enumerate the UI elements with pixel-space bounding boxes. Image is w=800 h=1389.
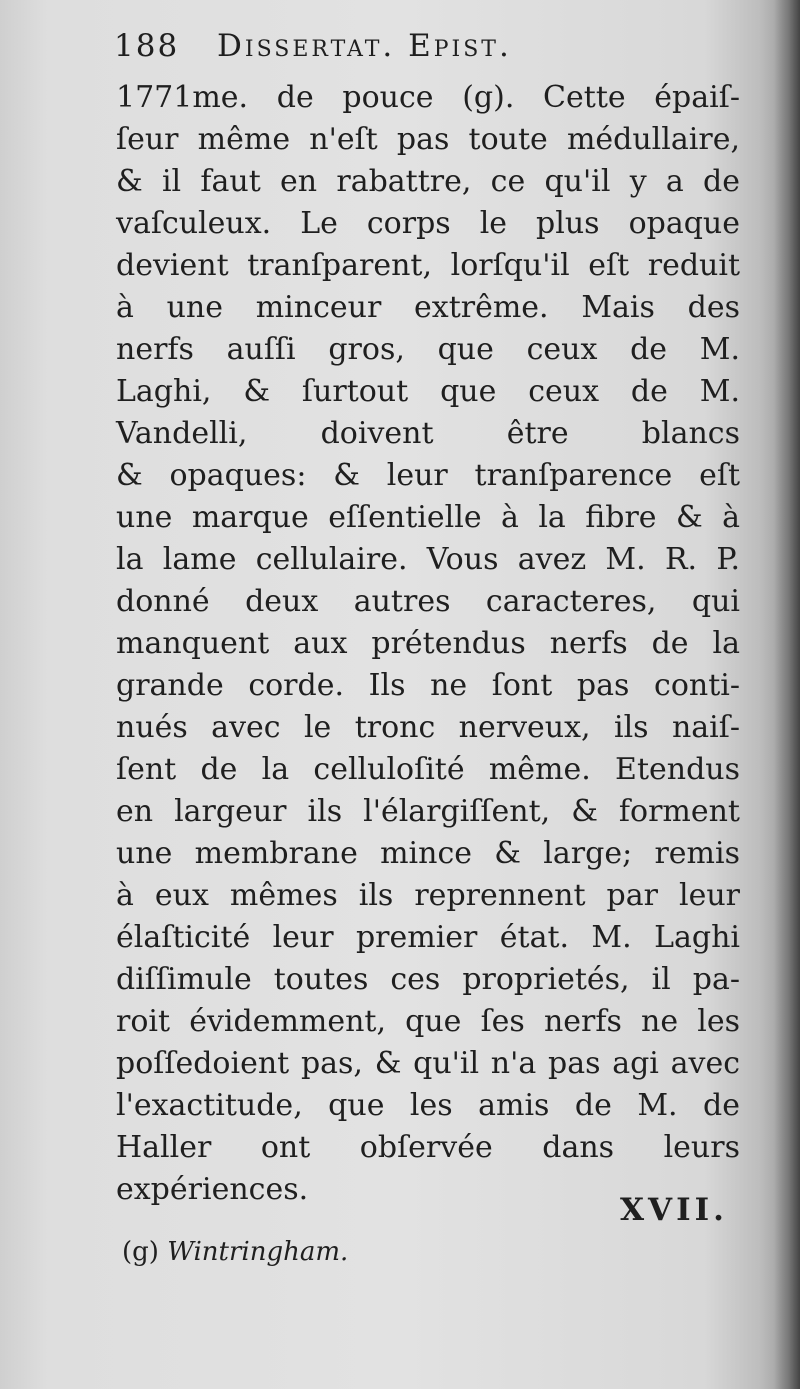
footnote-marker: (g)	[122, 1237, 159, 1267]
catchword: XVII.	[620, 1192, 728, 1228]
running-head: Dissertat. Epist.	[217, 28, 512, 64]
page-header	[114, 28, 754, 72]
text-line: & il faut en rabattre, ce qu'il y a de	[116, 164, 740, 199]
text-line: une marque eſſentielle à la fibre & à	[116, 500, 740, 535]
text-line: à eux mêmes ils reprennent par leur	[116, 878, 740, 913]
text-line: Haller ont obſervée dans leurs	[116, 1130, 740, 1165]
text-line: l'exactitude, que les amis de M. de	[116, 1088, 740, 1123]
text-line: Laghi, & ſurtout que ceux de M.	[116, 374, 740, 409]
text-line: ſent de la celluloſité même. Etendus	[116, 752, 740, 787]
text-line: Vandelli, doivent être blancs	[116, 416, 740, 451]
text-line: & opaques: & leur tranſparence eſt	[116, 458, 740, 493]
text-line: roit évidemment, que ſes nerfs ne les	[116, 1004, 740, 1039]
text-line: en largeur ils l'élargiſſent, & forment	[116, 794, 740, 829]
text-line: ſeur même n'eſt pas toute médullaire,	[116, 122, 740, 157]
page-gutter-shadow	[774, 0, 800, 1389]
text-line: donné deux autres caracteres, qui	[116, 584, 740, 619]
text-line: nués avec le tronc nerveux, ils naiſ-	[116, 710, 740, 745]
body-text	[116, 77, 740, 1211]
text-line: à une minceur extrême. Mais des	[116, 290, 740, 325]
text-line: expériences.	[116, 1172, 309, 1207]
text-line: grande corde. Ils ne ſont pas conti-	[116, 668, 740, 703]
text-line: manquent aux prétendus nerfs de la	[116, 626, 740, 661]
text-line: devient tranſparent, lorſqu'il eſt reduit	[116, 248, 740, 283]
text-line: une membrane mince & large; remis	[116, 836, 740, 871]
text-line: la lame cellulaire. Vous avez M. R. P.	[116, 542, 740, 577]
text-line: 1771me. de pouce (g). Cette épaiſ-	[116, 80, 740, 115]
text-line: diſſimule toutes ces proprietés, il pa-	[116, 962, 740, 997]
page-number: 188	[114, 28, 180, 64]
footnote-text: Wintringham.	[167, 1237, 349, 1267]
footnote	[122, 1237, 348, 1267]
text-line: vaſculeux. Le corps le plus opaque	[116, 206, 740, 241]
text-line: poſſedoient pas, & qu'il n'a pas agi avec	[116, 1046, 740, 1081]
text-line: élaſticité leur premier état. M. Laghi	[116, 920, 740, 955]
text-line: nerfs auſſi gros, que ceux de M.	[116, 332, 740, 367]
